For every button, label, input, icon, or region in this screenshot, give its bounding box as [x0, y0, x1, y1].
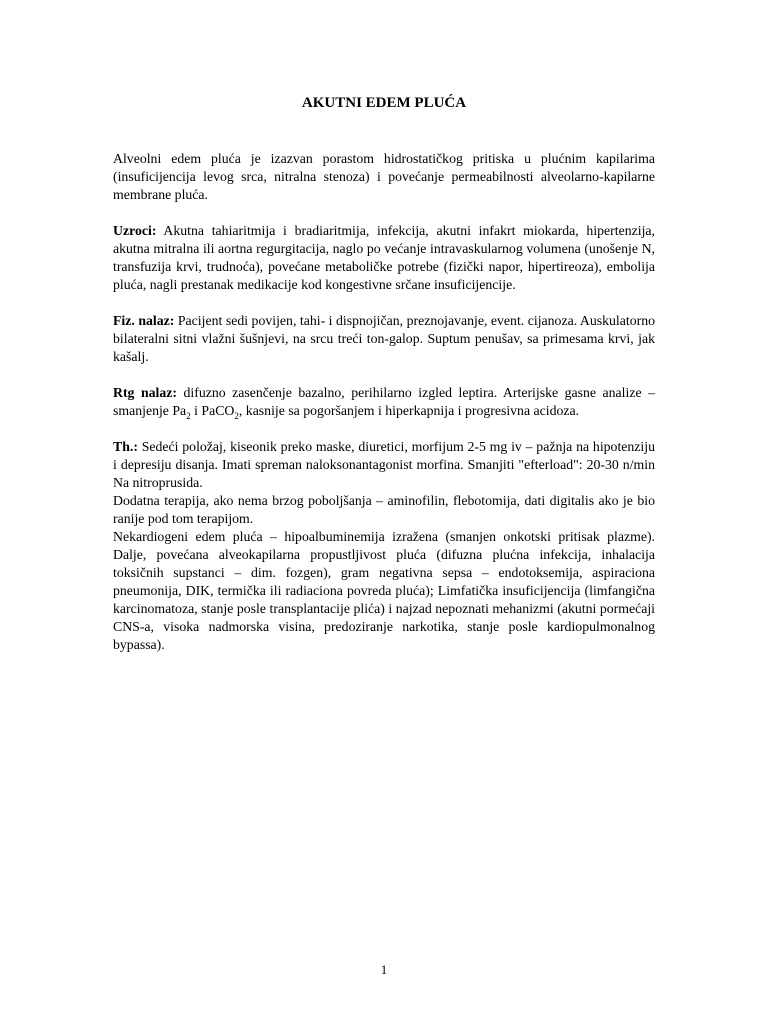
uzroci-text: Akutna tahiaritmija i bradiaritmija, infekcija, akutni infakrt miokarda, hipertenzija, akutna mitralna ili aortna regurgitacija, naglo po većanje intravaskularnog volumena (unošenje N, transfuzija krvi, trudnoća), povećane metaboličke potrebe (fizički napor, hipertireoza), embolija pluća, nagli prestanak medikacije kod kongestivne srčane insuficijencije.	[113, 223, 655, 292]
uzroci-paragraph	[113, 222, 655, 294]
fiz-nalaz-text: Pacijent sedi povijen, tahi- i dispnojičan, preznojavanje, event. cijanoza. Auskulatorno bilateralni sitni vlažni šušnjevi, na srcu treći ton-galop. Suptum penušav, sa primesama krvi, jak kašalj.	[113, 313, 655, 364]
uzroci-label: Uzroci:	[113, 223, 157, 238]
rtg-text-before: difuzno zasenčenje bazalno, perihilarno izgled leptira. Arterijske gasne analize – smanjenje Pa	[113, 385, 655, 418]
noncardiogenic-paragraph: Nekardiogeni edem pluća – hipoalbuminemija izražena (smanjen onkotski pritisak plazme). Dalje, povećana alveokapilarna propustljivost pluća (difuzna plućna infekcija, inhalacija toksičnih supstanci – dim. fozgen), gram negativna sepsa – endotoksemija, aspiraciona pneumonija, DIK, termička ili radiaciona povreda pluća); Limfatička insuficijencija (limfangična karcinomatoza, stanje posle transplantacije plića) i najzad nepoznati mehanizmi (akutni pormećaji CNS-a, visoka nadmorska visina, predoziranje narkotika, stanje posle kardiopulmonalnog bypassa).	[113, 529, 655, 652]
rtg-subscript-pa: 2	[186, 410, 191, 421]
rtg-text-after: , kasnije sa pogoršanjem i hiperkapnija i progresivna acidoza.	[238, 403, 580, 418]
page-number: 1	[380, 962, 388, 977]
therapy-label: Th.:	[113, 439, 138, 454]
document-body	[113, 150, 655, 654]
intro-paragraph: Alveolni edem pluća je izazvan porastom hidrostatičkog pritiska u plućnim kapilarima (insuficijencija levog srca, nitralna stenoza) i povećanje permeabilnosti alveolarno-kapilarne membrane pluća.	[113, 151, 655, 202]
page-title: AKUTNI EDEM PLUĆA	[301, 95, 467, 111]
fiz-nalaz-paragraph	[113, 312, 655, 366]
rtg-nalaz-paragraph	[113, 384, 655, 420]
rtg-subscript-paco: 2	[234, 410, 239, 421]
therapy-paragraph	[113, 438, 655, 492]
fiz-nalaz-label: Fiz. nalaz:	[113, 313, 175, 328]
rtg-text-middle: i PaCO	[190, 403, 235, 418]
therapy-text: Sedeći položaj, kiseonik preko maske, diuretici, morfijum 2-5 mg iv – pažnja na hipotenziju i depresiju disanja. Imati spreman naloksonantagonist morfina. Smanjiti "efterload": 20-30 n/min Na nitroprusida.	[113, 439, 655, 490]
rtg-nalaz-label: Rtg nalaz:	[113, 385, 177, 400]
additional-therapy-paragraph: Dodatna terapija, ako nema brzog poboljšanja – aminofilin, flebotomija, dati digitalis ako je bio ranije pod tom terapijom.	[113, 493, 655, 526]
